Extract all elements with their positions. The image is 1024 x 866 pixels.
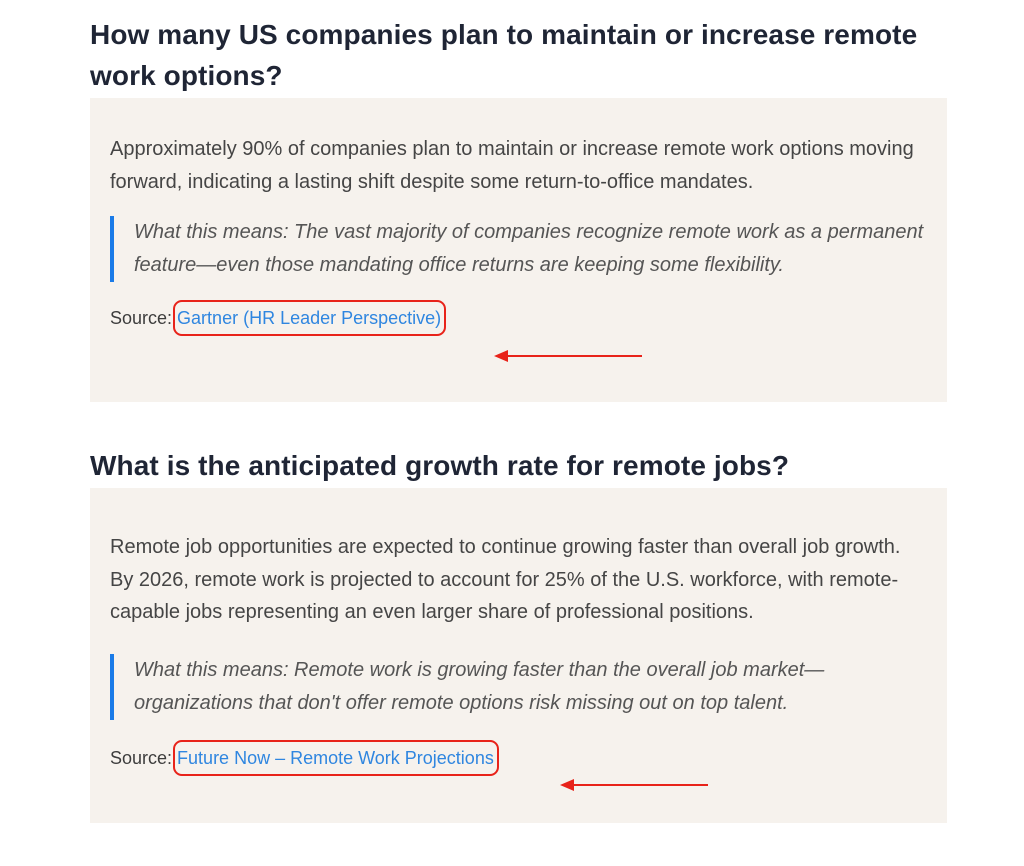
faq-answer-text: Remote job opportunities are expected to continue growing faster than overall job growth. By 2026, remote work is projected to account for 25% of the U.S. workforce, with remote-capable jobs representing an even larger share of professional positions.	[110, 536, 901, 623]
faq-item	[90, 445, 947, 823]
source-highlight-outline	[173, 740, 499, 776]
faq-answer-box	[90, 488, 947, 823]
source-link[interactable]: Future Now – Remote Work Projections	[177, 747, 494, 768]
source-line	[110, 740, 927, 776]
faq-question: How many US companies plan to maintain or increase remote work options?	[90, 19, 918, 91]
faq-question: What is the anticipated growth rate for remote jobs?	[90, 450, 790, 481]
annotation-arrow-icon	[494, 349, 644, 363]
source-line	[110, 300, 927, 336]
annotation-arrow-icon	[560, 778, 710, 792]
source-link[interactable]: Gartner (HR Leader Perspective)	[177, 308, 442, 328]
source-label: Source:	[110, 747, 173, 768]
source-highlight-outline	[173, 300, 446, 336]
what-this-means-note: What this means: Remote work is growing faster than the overall job market—organizations that don't offer remote options risk missing out on top talent.	[110, 654, 927, 720]
faq-answer-text: Approximately 90% of companies plan to maintain or increase remote work options moving forward, indicating a lasting shift despite some return-to-office mandates.	[110, 138, 914, 193]
what-this-means-note: What this means: The vast majority of companies recognize remote work as a permanent feature—even those mandating office returns are keeping some flexibility.	[110, 216, 927, 282]
faq-item	[90, 14, 947, 402]
source-label: Source:	[110, 308, 173, 328]
